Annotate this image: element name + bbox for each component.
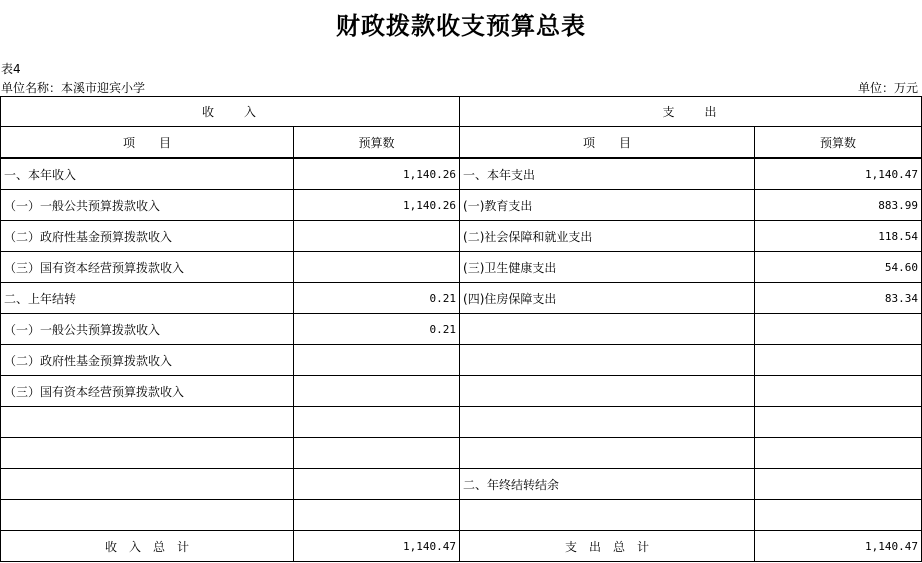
income-amount-cell — [294, 407, 460, 438]
expense-amount-cell — [755, 376, 922, 407]
table-row — [1, 438, 922, 469]
expense-item-cell — [460, 438, 755, 469]
income-amount-cell: 1,140.26 — [294, 190, 460, 221]
expense-total-label: 支 出 总 计 — [460, 531, 755, 562]
income-amount-cell: 0.21 — [294, 283, 460, 314]
budget-table-body — [1, 97, 922, 562]
table-row — [1, 190, 922, 221]
expense-amount-cell — [755, 500, 922, 531]
expense-item-cell: 二、年终结转结余 — [460, 469, 755, 500]
expense-amount-cell: 883.99 — [755, 190, 922, 221]
expense-amount-cell — [755, 469, 922, 500]
income-item-column-header: 项 目 — [1, 127, 294, 159]
expense-item-cell: (二)社会保障和就业支出 — [460, 221, 755, 252]
table-row — [1, 221, 922, 252]
income-item-cell: （二）政府性基金预算拨款收入 — [1, 345, 294, 376]
expense-item-cell: (四)住房保障支出 — [460, 283, 755, 314]
income-section-header: 收 入 — [1, 97, 460, 127]
income-item-cell — [1, 469, 294, 500]
table-row — [1, 407, 922, 438]
expense-item-cell — [460, 500, 755, 531]
expense-amount-cell — [755, 314, 922, 345]
income-amount-cell: 1,140.26 — [294, 158, 460, 190]
currency-unit: 单位：万元 — [857, 81, 918, 95]
income-item-cell: （三）国有资本经营预算拨款收入 — [1, 376, 294, 407]
expense-total-amount: 1,140.47 — [755, 531, 922, 562]
expense-amount-column-header: 预算数 — [755, 127, 922, 159]
income-item-cell — [1, 438, 294, 469]
expense-item-cell — [460, 407, 755, 438]
table-row — [1, 252, 922, 283]
income-amount-cell — [294, 221, 460, 252]
expense-item-cell: (三)卫生健康支出 — [460, 252, 755, 283]
expense-amount-cell — [755, 345, 922, 376]
unit-name: 单位名称：本溪市迎宾小学 — [1, 81, 146, 95]
expense-item-column-header: 项 目 — [460, 127, 755, 159]
income-item-cell: （二）政府性基金预算拨款收入 — [1, 221, 294, 252]
income-amount-cell — [294, 252, 460, 283]
table-row — [1, 500, 922, 531]
income-item-cell — [1, 407, 294, 438]
income-item-cell: （一）一般公共预算拨款收入 — [1, 190, 294, 221]
expense-item-cell — [460, 376, 755, 407]
table-row — [1, 469, 922, 500]
income-amount-cell — [294, 469, 460, 500]
income-item-cell — [1, 500, 294, 531]
table-row — [1, 283, 922, 314]
expense-item-cell — [460, 314, 755, 345]
income-item-cell: （三）国有资本经营预算拨款收入 — [1, 252, 294, 283]
income-item-cell: 一、本年收入 — [1, 158, 294, 190]
income-amount-cell — [294, 345, 460, 376]
column-header-row — [1, 127, 922, 159]
page-title: 财政拨款收支预算总表 — [336, 11, 586, 40]
total-row — [1, 531, 922, 562]
table-row — [1, 158, 922, 190]
expense-section-header: 支 出 — [460, 97, 922, 127]
income-item-cell: （一）一般公共预算拨款收入 — [1, 314, 294, 345]
expense-amount-cell: 83.34 — [755, 283, 922, 314]
table-row — [1, 314, 922, 345]
income-total-amount: 1,140.47 — [294, 531, 460, 562]
expense-item-cell: 一、本年支出 — [460, 158, 755, 190]
income-item-cell: 二、上年结转 — [1, 283, 294, 314]
income-amount-cell: 0.21 — [294, 314, 460, 345]
income-amount-cell — [294, 376, 460, 407]
sheet-label: 表4 — [1, 62, 21, 76]
expense-amount-cell — [755, 438, 922, 469]
expense-amount-cell: 118.54 — [755, 221, 922, 252]
expense-amount-cell — [755, 407, 922, 438]
table-row — [1, 345, 922, 376]
expense-item-cell — [460, 345, 755, 376]
income-total-label: 收 入 总 计 — [1, 531, 294, 562]
income-amount-cell — [294, 438, 460, 469]
expense-amount-cell: 1,140.47 — [755, 158, 922, 190]
budget-table — [0, 96, 922, 562]
expense-item-cell: (一)教育支出 — [460, 190, 755, 221]
income-amount-column-header: 预算数 — [294, 127, 460, 159]
income-amount-cell — [294, 500, 460, 531]
expense-amount-cell: 54.60 — [755, 252, 922, 283]
table-row — [1, 376, 922, 407]
section-header-row — [1, 97, 922, 127]
